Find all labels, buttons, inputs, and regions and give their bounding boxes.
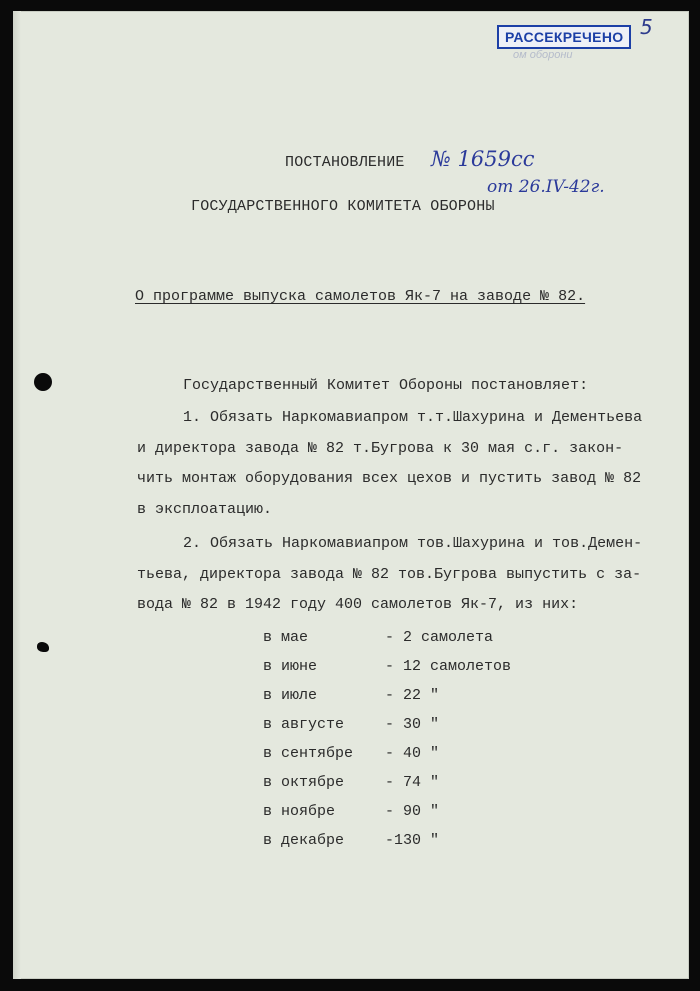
schedule-month: в июне: [263, 658, 318, 675]
schedule-count: -130 ": [385, 832, 440, 849]
schedule-month: в июле: [263, 687, 318, 704]
schedule-count: - 40 ": [385, 745, 440, 762]
schedule-month: в декабре: [263, 832, 345, 849]
handwritten-date: от 26.IV-42г.: [487, 177, 605, 197]
punch-hole: [34, 373, 52, 391]
declassified-stamp: РАССЕКРЕЧЕНО: [497, 25, 631, 49]
schedule-count: - 2 самолета: [385, 629, 494, 646]
item2-line: вода № 82 в 1942 году 400 самолетов Як-7, из них:: [137, 596, 579, 613]
punch-hole: [37, 642, 49, 652]
intro-line: Государственный Комитет Обороны постановляет:: [183, 377, 589, 394]
schedule-count: - 12 самолетов: [385, 658, 512, 675]
item1-line: чить монтаж оборудования всех цехов и пустить завод № 82: [137, 470, 642, 487]
document-page: [13, 11, 689, 979]
page-number: 5: [640, 15, 653, 39]
schedule-month: в сентябре: [263, 745, 354, 762]
item2-line: тьева, директора завода № 82 тов.Бугрова выпустить с за-: [137, 566, 642, 583]
item1-line: и директора завода № 82 т.Бугрова к 30 мая с.г. закон-: [137, 440, 624, 457]
doc-issuer: ГОСУДАРСТВЕННОГО КОМИТЕТА ОБОРОНЫ: [191, 198, 495, 215]
schedule-count: - 30 ": [385, 716, 440, 733]
schedule-count: - 22 ": [385, 687, 440, 704]
page-edge-shadow: [13, 11, 21, 979]
item1-line: в эксплоатацию.: [137, 501, 273, 518]
schedule-month: в мае: [263, 629, 309, 646]
handwritten-number: № 1659сс: [431, 147, 535, 171]
faint-stamp-text: ом оборони: [513, 49, 573, 61]
schedule-month: в августе: [263, 716, 345, 733]
doc-subject: О программе выпуска самолетов Як-7 на заводе № 82.: [135, 288, 586, 305]
schedule-count: - 90 ": [385, 803, 440, 820]
item2-line: 2. Обязать Наркомавиапром тов.Шахурина и тов.Демен-: [183, 535, 643, 552]
schedule-count: - 74 ": [385, 774, 440, 791]
item1-line: 1. Обязать Наркомавиапром т.т.Шахурина и Дементьева: [183, 409, 643, 426]
schedule-month: в ноябре: [263, 803, 336, 820]
schedule-month: в октябре: [263, 774, 345, 791]
doc-title: ПОСТАНОВЛЕНИЕ: [285, 154, 405, 171]
